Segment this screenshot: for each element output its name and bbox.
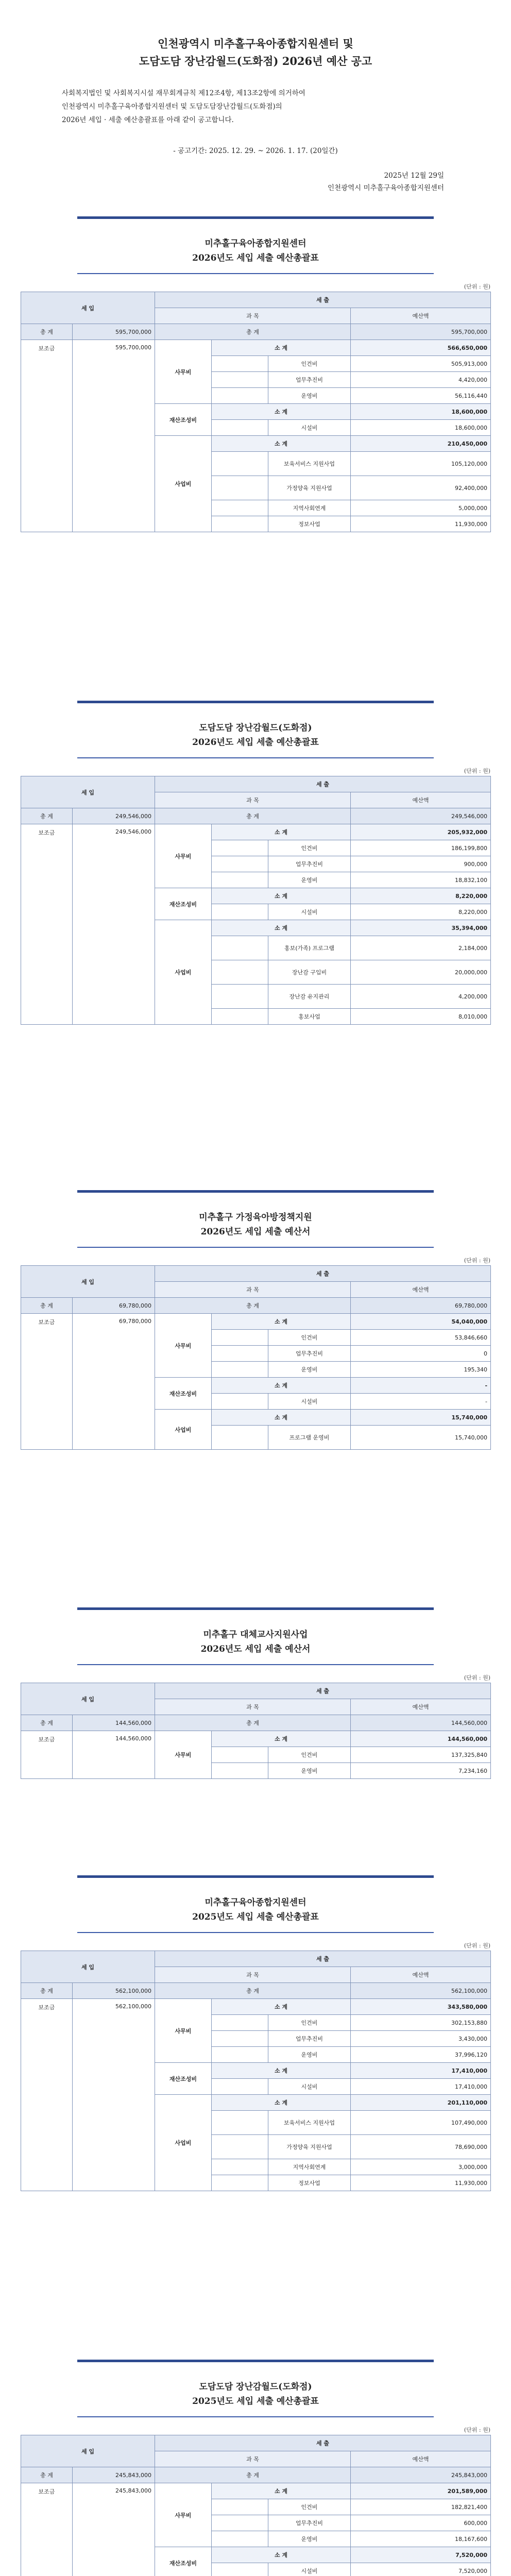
subtotal-label: 소 계 bbox=[212, 1999, 351, 2015]
row-label: 인건비 bbox=[268, 1747, 351, 1763]
row-value: 4,200,000 bbox=[351, 985, 491, 1009]
exp-total-label: 총 계 bbox=[155, 808, 351, 824]
rev-total-label: 총 계 bbox=[21, 2467, 73, 2483]
subtotal-value: 8,220,000 bbox=[351, 888, 491, 904]
budget-header: 예산액 bbox=[351, 1282, 491, 1298]
notice-title-line1: 인천광역시 미추홀구육아종합지원센터 및 bbox=[158, 37, 353, 50]
rev-total-label: 총 계 bbox=[21, 1983, 73, 1999]
revenue-header: 세 입 bbox=[21, 1951, 155, 1983]
expense-header: 세 출 bbox=[155, 1951, 491, 1967]
section-title-line2: 2026년도 세입 세출 예산서 bbox=[200, 1644, 311, 1654]
row-label: 업무추진비 bbox=[268, 2031, 351, 2047]
rev-total-value: 144,560,000 bbox=[73, 1715, 155, 1731]
item-header: 과 목 bbox=[155, 308, 351, 324]
rev-total-value: 249,546,000 bbox=[73, 808, 155, 824]
subtotal-value: 210,450,000 bbox=[351, 436, 491, 452]
row-value: 37,996,120 bbox=[351, 2047, 491, 2063]
subtotal-label: 소 계 bbox=[212, 1731, 351, 1747]
subtotal-label: 소 계 bbox=[212, 404, 351, 420]
unit-label: (단위 : 원) bbox=[464, 768, 490, 774]
unit-label: (단위 : 원) bbox=[464, 2427, 490, 2433]
row-label: 장난감 구입비 bbox=[268, 960, 351, 985]
subtotal-label: 소 계 bbox=[212, 2095, 351, 2111]
rev-subsidy-value: 144,560,000 bbox=[73, 1731, 155, 1779]
subtotal-value: 18,600,000 bbox=[351, 404, 491, 420]
rev-total-value: 69,780,000 bbox=[73, 1298, 155, 1314]
rev-subsidy-value: 245,843,000 bbox=[73, 2483, 155, 2576]
row-label: 업무추진비 bbox=[268, 2515, 351, 2531]
item-header: 과 목 bbox=[155, 1282, 351, 1298]
row-label: 보육서비스 지원사업 bbox=[268, 2111, 351, 2135]
budget-header: 예산액 bbox=[351, 1699, 491, 1715]
group-asset: 재산조성비 bbox=[155, 2063, 212, 2095]
rev-total-label: 총 계 bbox=[21, 808, 73, 824]
unit-label: (단위 : 원) bbox=[464, 1257, 490, 1264]
subtotal-value: 201,589,000 bbox=[351, 2483, 491, 2499]
section-title-line2: 2025년도 세입 세출 예산총괄표 bbox=[192, 2396, 319, 2406]
section-title-line1: 미추홀구 가정육아방정책지원 bbox=[199, 1212, 312, 1223]
unit-label: (단위 : 원) bbox=[464, 283, 490, 290]
row-label: 인건비 bbox=[268, 2015, 351, 2031]
exp-total-value: 249,546,000 bbox=[351, 808, 491, 824]
row-value: 78,690,000 bbox=[351, 2135, 491, 2159]
row-value: 186,199,800 bbox=[351, 840, 491, 856]
exp-total-value: 144,560,000 bbox=[351, 1715, 491, 1731]
item-header: 과 목 bbox=[155, 2451, 351, 2467]
revenue-header: 세 입 bbox=[21, 292, 155, 324]
section-rule-top bbox=[77, 216, 434, 219]
subtotal-value: 566,650,000 bbox=[351, 340, 491, 356]
unit-label: (단위 : 원) bbox=[464, 1942, 490, 1949]
section-title-line1: 도담도담 장난감월드(도화점) bbox=[199, 2382, 312, 2392]
subtotal-label: 소 계 bbox=[212, 920, 351, 936]
section-rule-top bbox=[77, 2360, 434, 2362]
section-rule-bottom bbox=[77, 2416, 434, 2417]
row-value: 17,410,000 bbox=[351, 2079, 491, 2095]
row-value: - bbox=[351, 1394, 491, 1410]
subtotal-value: 54,040,000 bbox=[351, 1314, 491, 1330]
row-value: 105,120,000 bbox=[351, 452, 491, 476]
notice-date: 2025년 12월 29일 bbox=[384, 172, 444, 180]
budget-table bbox=[21, 292, 491, 532]
row-value: 137,325,840 bbox=[351, 1747, 491, 1763]
group-asset: 재산조성비 bbox=[155, 888, 212, 920]
exp-total-label: 총 계 bbox=[155, 2467, 351, 2483]
row-label: 운영비 bbox=[268, 1763, 351, 1779]
group-program: 사업비 bbox=[155, 2095, 212, 2191]
row-label: 운영비 bbox=[268, 2047, 351, 2063]
row-value: 302,153,880 bbox=[351, 2015, 491, 2031]
group-program: 사업비 bbox=[155, 1410, 212, 1450]
rev-total-label: 총 계 bbox=[21, 1715, 73, 1731]
section-title-line2: 2026년도 세입 세출 예산총괄표 bbox=[192, 253, 319, 263]
subtotal-value: 17,410,000 bbox=[351, 2063, 491, 2079]
row-label: 시설비 bbox=[268, 2563, 351, 2576]
row-value: 7,520,000 bbox=[351, 2563, 491, 2576]
group-office: 사무비 bbox=[155, 2483, 212, 2547]
notice-body-line1: 사회복지법인 및 사회복지시설 재무회계규칙 제12조4항, 제13조2항에 의거하여 bbox=[62, 89, 305, 97]
row-label: 시설비 bbox=[268, 420, 351, 436]
row-label: 가정양육 지원사업 bbox=[268, 2135, 351, 2159]
revenue-header: 세 입 bbox=[21, 776, 155, 808]
rev-subsidy-label: 보조금 bbox=[21, 1731, 73, 1779]
subtotal-label: 소 계 bbox=[212, 436, 351, 452]
rev-total-value: 595,700,000 bbox=[73, 324, 155, 340]
section-title-line1: 도담도담 장난감월드(도화점) bbox=[199, 723, 312, 733]
item-header: 과 목 bbox=[155, 792, 351, 808]
expense-header: 세 출 bbox=[155, 776, 491, 792]
row-value: 56,116,440 bbox=[351, 388, 491, 404]
row-label: 홍보(가족) 프로그램 bbox=[268, 936, 351, 960]
row-value: 15,740,000 bbox=[351, 1426, 491, 1450]
subtotal-value: 144,560,000 bbox=[351, 1731, 491, 1747]
row-value: 182,821,400 bbox=[351, 2499, 491, 2515]
exp-total-value: 245,843,000 bbox=[351, 2467, 491, 2483]
row-label: 시설비 bbox=[268, 904, 351, 920]
row-label: 보육서비스 지원사업 bbox=[268, 452, 351, 476]
section-rule-top bbox=[77, 1190, 434, 1193]
row-label: 홍보사업 bbox=[268, 1009, 351, 1025]
group-office: 사무비 bbox=[155, 1731, 212, 1779]
subtotal-value: 201,110,000 bbox=[351, 2095, 491, 2111]
group-office: 사무비 bbox=[155, 340, 212, 404]
exp-total-value: 69,780,000 bbox=[351, 1298, 491, 1314]
section-title-line2: 2026년도 세입 세출 예산총괄표 bbox=[192, 737, 319, 748]
row-label: 시설비 bbox=[268, 1394, 351, 1410]
expense-header: 세 출 bbox=[155, 1683, 491, 1699]
row-value: 195,340 bbox=[351, 1362, 491, 1378]
group-office: 사무비 bbox=[155, 1999, 212, 2063]
subtotal-label: 소 계 bbox=[212, 824, 351, 840]
section-title-line1: 미추홀구육아종합지원센터 bbox=[205, 1897, 306, 1908]
exp-total-value: 595,700,000 bbox=[351, 324, 491, 340]
row-value: 5,000,000 bbox=[351, 500, 491, 516]
row-label: 인건비 bbox=[268, 2499, 351, 2515]
subtotal-label: 소 계 bbox=[212, 1410, 351, 1426]
row-value: 20,000,000 bbox=[351, 960, 491, 985]
row-label: 인건비 bbox=[268, 356, 351, 372]
subtotal-value: 343,580,000 bbox=[351, 1999, 491, 2015]
notice-body bbox=[62, 87, 453, 127]
budget-table bbox=[21, 1683, 491, 1779]
item-header: 과 목 bbox=[155, 1967, 351, 1983]
section-title-line1: 미추홀구육아종합지원센터 bbox=[205, 239, 306, 249]
section-rule-top bbox=[77, 701, 434, 703]
row-value: 53,846,660 bbox=[351, 1330, 491, 1346]
row-value: 8,220,000 bbox=[351, 904, 491, 920]
budget-header: 예산액 bbox=[351, 308, 491, 324]
notice-title-line2: 도담도담 장난감월드(도화점) 2026년 예산 공고 bbox=[139, 55, 372, 67]
section-rule-bottom bbox=[77, 1247, 434, 1248]
rev-subsidy-label: 보조금 bbox=[21, 1314, 73, 1450]
expense-header: 세 출 bbox=[155, 1266, 491, 1282]
section-rule-top bbox=[77, 1875, 434, 1878]
subtotal-label: 소 계 bbox=[212, 340, 351, 356]
row-value: 11,930,000 bbox=[351, 516, 491, 532]
budget-header: 예산액 bbox=[351, 1967, 491, 1983]
budget-table bbox=[21, 776, 491, 1025]
section-title-line2: 2025년도 세입 세출 예산총괄표 bbox=[192, 1912, 319, 1922]
row-label: 운영비 bbox=[268, 872, 351, 888]
group-program: 사업비 bbox=[155, 920, 212, 1025]
subtotal-label: 소 계 bbox=[212, 1378, 351, 1394]
row-value: 4,420,000 bbox=[351, 372, 491, 388]
row-value: 505,913,000 bbox=[351, 356, 491, 372]
rev-total-value: 245,843,000 bbox=[73, 2467, 155, 2483]
row-label: 업무추진비 bbox=[268, 1346, 351, 1362]
row-label: 지역사회연계 bbox=[268, 2159, 351, 2175]
row-label: 정보사업 bbox=[268, 2175, 351, 2191]
rev-subsidy-label: 보조금 bbox=[21, 340, 73, 532]
row-value: 107,490,000 bbox=[351, 2111, 491, 2135]
row-label: 업무추진비 bbox=[268, 372, 351, 388]
row-value: 3,430,000 bbox=[351, 2031, 491, 2047]
group-office: 사무비 bbox=[155, 1314, 212, 1378]
section-rule-bottom bbox=[77, 757, 434, 758]
notice-period: - 공고기간: 2025. 12. 29. ~ 2026. 1. 17. (20일간) bbox=[173, 147, 338, 155]
row-label: 인건비 bbox=[268, 840, 351, 856]
budget-table bbox=[21, 2435, 491, 2576]
section-rule-bottom bbox=[77, 1932, 434, 1933]
row-value: 92,400,000 bbox=[351, 476, 491, 500]
row-value: 8,010,000 bbox=[351, 1009, 491, 1025]
group-asset: 재산조성비 bbox=[155, 2547, 212, 2576]
expense-header: 세 출 bbox=[155, 292, 491, 308]
revenue-header: 세 입 bbox=[21, 2435, 155, 2467]
budget-header: 예산액 bbox=[351, 792, 491, 808]
notice-body-line2: 인천광역시 미추홀구육아종합지원센터 및 도담도담장난감월드(도화점)의 bbox=[62, 103, 282, 111]
subtotal-label: 소 계 bbox=[212, 888, 351, 904]
row-label: 운영비 bbox=[268, 1362, 351, 1378]
exp-total-label: 총 계 bbox=[155, 1983, 351, 1999]
exp-total-label: 총 계 bbox=[155, 1715, 351, 1731]
exp-total-label: 총 계 bbox=[155, 1298, 351, 1314]
subtotal-value: - bbox=[351, 1378, 491, 1394]
row-label: 가정양육 지원사업 bbox=[268, 476, 351, 500]
rev-subsidy-label: 보조금 bbox=[21, 2483, 73, 2576]
row-label: 지역사회연계 bbox=[268, 500, 351, 516]
unit-label: (단위 : 원) bbox=[464, 1674, 490, 1681]
rev-subsidy-value: 69,780,000 bbox=[73, 1314, 155, 1450]
row-label: 운영비 bbox=[268, 388, 351, 404]
section-rule-bottom bbox=[77, 1664, 434, 1665]
row-value: 900,000 bbox=[351, 856, 491, 872]
row-value: 7,234,160 bbox=[351, 1763, 491, 1779]
subtotal-value: 205,932,000 bbox=[351, 824, 491, 840]
notice-body-line3: 2026년 세입 · 세출 예산총괄표를 아래 같이 공고합니다. bbox=[62, 116, 234, 124]
budget-header: 예산액 bbox=[351, 2451, 491, 2467]
rev-subsidy-value: 562,100,000 bbox=[73, 1999, 155, 2191]
row-label: 업무추진비 bbox=[268, 856, 351, 872]
budget-table bbox=[21, 1951, 491, 2191]
group-program: 사업비 bbox=[155, 436, 212, 532]
row-value: 600,000 bbox=[351, 2515, 491, 2531]
row-value: 3,000,000 bbox=[351, 2159, 491, 2175]
exp-total-value: 562,100,000 bbox=[351, 1983, 491, 1999]
subtotal-value: 35,394,000 bbox=[351, 920, 491, 936]
revenue-header: 세 입 bbox=[21, 1683, 155, 1715]
subtotal-value: 15,740,000 bbox=[351, 1410, 491, 1426]
budget-table bbox=[21, 1265, 491, 1450]
row-label: 장난감 유지관리 bbox=[268, 985, 351, 1009]
expense-header: 세 출 bbox=[155, 2435, 491, 2451]
row-label: 프로그램 운영비 bbox=[268, 1426, 351, 1450]
revenue-header: 세 입 bbox=[21, 1266, 155, 1298]
section-title-line2: 2026년도 세입 세출 예산서 bbox=[200, 1227, 311, 1237]
rev-subsidy-value: 595,700,000 bbox=[73, 340, 155, 532]
section-rule-top bbox=[77, 1607, 434, 1610]
group-office: 사무비 bbox=[155, 824, 212, 888]
subtotal-label: 소 계 bbox=[212, 2483, 351, 2499]
rev-subsidy-label: 보조금 bbox=[21, 1999, 73, 2191]
row-label: 운영비 bbox=[268, 2531, 351, 2547]
row-value: 2,184,000 bbox=[351, 936, 491, 960]
rev-subsidy-label: 보조금 bbox=[21, 824, 73, 1025]
section-title-line1: 미추홀구 대체교사지원사업 bbox=[203, 1630, 308, 1640]
item-header: 과 목 bbox=[155, 1699, 351, 1715]
group-asset: 재산조성비 bbox=[155, 404, 212, 436]
rev-subsidy-value: 249,546,000 bbox=[73, 824, 155, 1025]
row-label: 정보사업 bbox=[268, 516, 351, 532]
subtotal-value: 7,520,000 bbox=[351, 2547, 491, 2563]
subtotal-label: 소 계 bbox=[212, 1314, 351, 1330]
notice-org: 인천광역시 미추홀구육아종합지원센터 bbox=[328, 184, 444, 192]
row-value: 18,832,100 bbox=[351, 872, 491, 888]
row-value: 18,167,600 bbox=[351, 2531, 491, 2547]
row-value: 11,930,000 bbox=[351, 2175, 491, 2191]
rev-total-label: 총 계 bbox=[21, 324, 73, 340]
row-value: 0 bbox=[351, 1346, 491, 1362]
group-asset: 재산조성비 bbox=[155, 1378, 212, 1410]
exp-total-label: 총 계 bbox=[155, 324, 351, 340]
subtotal-label: 소 계 bbox=[212, 2547, 351, 2563]
row-label: 인건비 bbox=[268, 1330, 351, 1346]
rev-total-value: 562,100,000 bbox=[73, 1983, 155, 1999]
row-value: 18,600,000 bbox=[351, 420, 491, 436]
subtotal-label: 소 계 bbox=[212, 2063, 351, 2079]
row-label: 시설비 bbox=[268, 2079, 351, 2095]
rev-total-label: 총 계 bbox=[21, 1298, 73, 1314]
section-rule-bottom bbox=[77, 273, 434, 274]
